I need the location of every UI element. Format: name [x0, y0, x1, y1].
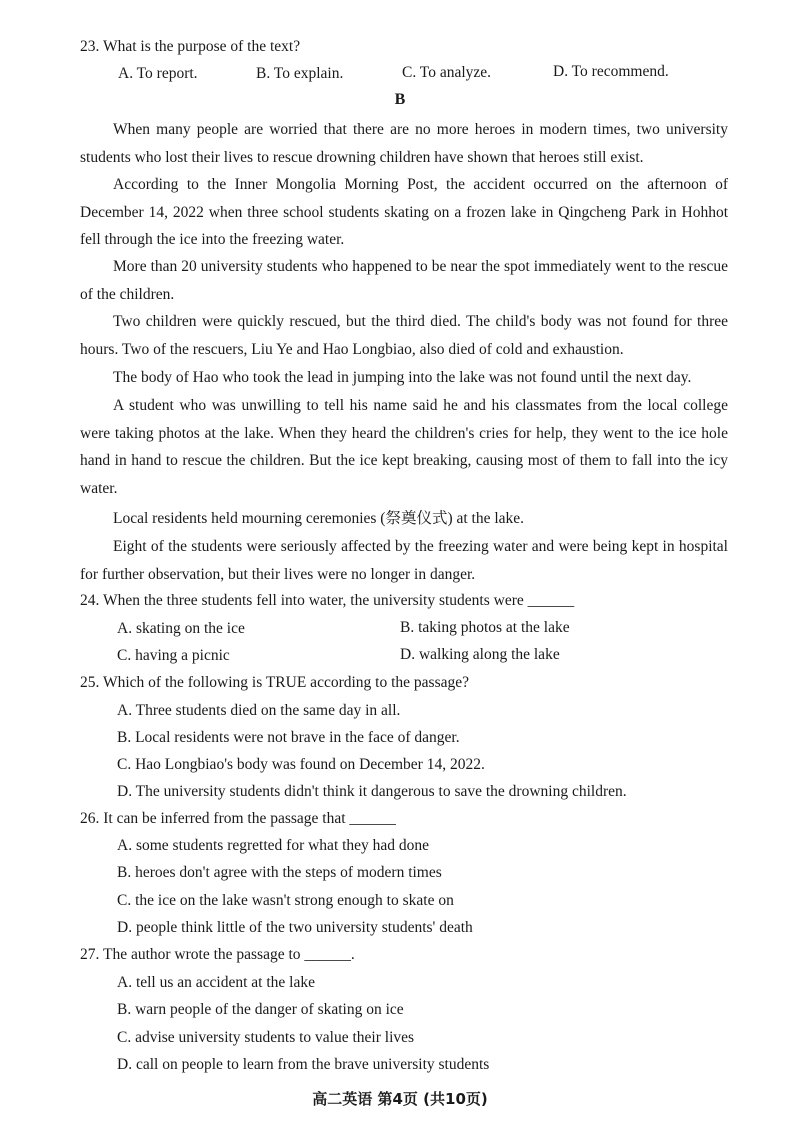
q23-option-a: A. To report.	[118, 65, 198, 82]
q27-option-a: A. tell us an accident at the lake	[117, 974, 315, 991]
q23-stem: 23. What is the purpose of the text?	[80, 38, 301, 55]
q24-option-a: A. skating on the ice	[117, 620, 245, 637]
passage-paragraph-5: The body of Hao who took the lead in jumping into the lake was not found until the next day.	[113, 369, 692, 386]
q27-option-b: B. warn people of the danger of skating on ice	[117, 1001, 404, 1018]
q25-option-d: D. The university students didn't think it dangerous to save the drowning children.	[117, 783, 627, 800]
q25-stem: 25. Which of the following is TRUE according to the passage?	[80, 674, 469, 691]
passage-paragraph-4: Two children were quickly rescued, but the third died. The child's body was not found for three hours. Two of the rescuers, Liu Ye and Hao Longbiao, also died of cold and exhaustion.	[80, 313, 728, 358]
q27-stem: 27. The author wrote the passage to ______.	[80, 946, 355, 963]
passage-paragraph-2: According to the Inner Mongolia Morning Post, the accident occurred on the afternoon of December 14, 2022 when three school students skating on a frozen lake in Qingcheng Park in Hohhot fell through the ice into the freezing water.	[80, 176, 728, 248]
passage-paragraph-1: When many people are worried that there are no more heroes in modern times, two university students who lost their lives to rescue drowning children have shown that heroes still exist.	[80, 121, 728, 166]
q23-option-c: C. To analyze.	[402, 64, 492, 81]
q25-option-a: A. Three students died on the same day in all.	[117, 702, 401, 719]
q24-option-c: C. having a picnic	[117, 647, 230, 664]
q26-option-c: C. the ice on the lake wasn't strong enough to skate on	[117, 892, 454, 909]
passage-paragraph-8: Eight of the students were seriously affected by the freezing water and were being kept in hospital for further observation, but their lives were no longer in danger.	[80, 538, 728, 583]
q23-option-b: B. To explain.	[256, 65, 344, 82]
q24-option-d: D. walking along the lake	[400, 646, 560, 663]
q24-stem: 24. When the three students fell into water, the university students were ______	[80, 592, 575, 609]
passage-paragraph-3: More than 20 university students who happened to be near the spot immediately went to the rescue of the children.	[80, 258, 728, 303]
q24-option-b: B. taking photos at the lake	[400, 619, 570, 636]
q26-option-b: B. heroes don't agree with the steps of modern times	[117, 864, 442, 881]
q25-option-b: B. Local residents were not brave in the face of danger.	[117, 729, 460, 746]
q27-option-d: D. call on people to learn from the brave university students	[117, 1056, 490, 1073]
passage-paragraph-7: Local residents held mourning ceremonies (祭奠仪式) at the lake.	[113, 510, 525, 527]
q26-option-d: D. people think little of the two university students' death	[117, 919, 473, 936]
q25-option-c: C. Hao Longbiao's body was found on December 14, 2022.	[117, 756, 485, 773]
q23-option-d: D. To recommend.	[553, 63, 669, 80]
section-b-title: B	[394, 91, 406, 108]
page-footer: 高二英语 第4页 (共10页)	[312, 1090, 488, 1108]
q26-option-a: A. some students regretted for what they had done	[117, 837, 430, 854]
q27-option-c: C. advise university students to value their lives	[117, 1029, 415, 1046]
q26-stem: 26. It can be inferred from the passage that ______	[80, 810, 396, 827]
passage-paragraph-6: A student who was unwilling to tell his name said he and his classmates from the local college were taking photos at the lake. When they heard the children's cries for help, they went to the ice hole hand in hand to rescue the children. But the ice kept breaking, causing most of them to fall into the icy water.	[80, 397, 728, 497]
